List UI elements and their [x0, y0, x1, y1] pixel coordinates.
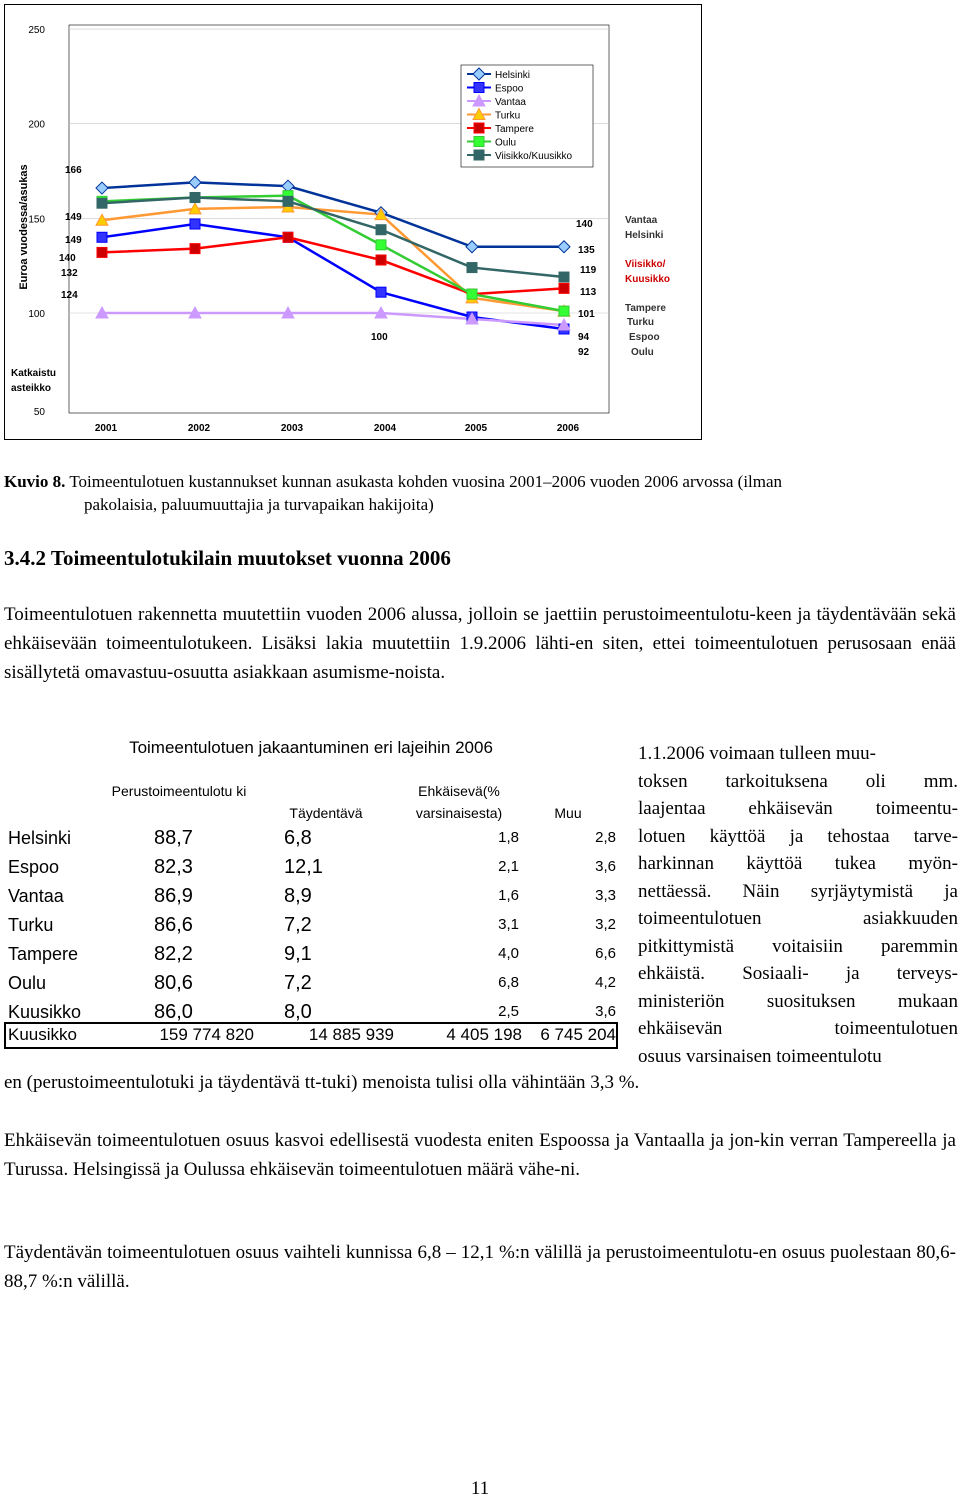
data-point — [97, 247, 107, 257]
table-cell: 14 885 939 — [308, 1025, 394, 1044]
data-point — [376, 287, 386, 297]
data-point — [189, 176, 201, 188]
paragraph-1 — [4, 600, 956, 687]
table-row — [4, 882, 618, 910]
data-point — [466, 241, 478, 253]
header-taydentava: Täydentävä — [289, 805, 363, 821]
legend-label: Espoo — [495, 83, 524, 95]
value-label-2001: 149 — [65, 212, 82, 223]
data-point — [558, 241, 570, 253]
value-label-2006: 94 — [578, 332, 590, 343]
table-cell: Helsinki — [8, 828, 72, 848]
side-text-line: osuus varsinaisen toimeentulotu — [638, 1045, 882, 1067]
data-point — [467, 263, 477, 273]
chart-frame — [4, 4, 702, 440]
table-cell: 80,6 — [154, 972, 193, 994]
broken-axis-label-line1: Katkaistu — [11, 368, 57, 379]
y-axis-label: Euroa vuodessa/asukas — [18, 164, 30, 290]
table-title: Toimeentulotuen jakaantuminen eri lajeihin 2006 — [129, 738, 493, 757]
table-cell: 6,8 — [284, 827, 312, 849]
table-cell: Vantaa — [8, 886, 64, 906]
broken-axis-label-line2: asteikko — [11, 383, 52, 394]
table-cell: 86,6 — [154, 914, 193, 936]
table-cell: 3,2 — [595, 916, 616, 933]
data-point — [376, 225, 386, 235]
value-label-2001: 149 — [65, 235, 82, 246]
x-tick-label: 2004 — [373, 423, 397, 434]
data-point — [376, 240, 386, 250]
x-tick-label: 2003 — [280, 423, 304, 434]
distribution-table — [4, 734, 618, 1048]
table-cell: Kuusikko — [8, 1025, 77, 1044]
y-tick-label: 200 — [28, 119, 45, 131]
table-cell: Oulu — [8, 973, 47, 993]
value-label-2001: 124 — [61, 290, 78, 301]
table-cell: 9,1 — [284, 943, 312, 965]
side-text-line: ehkäisevän toimeentulotuen — [638, 1018, 958, 1039]
table-cell: 3,3 — [595, 887, 616, 904]
paragraph-3 — [4, 1238, 956, 1296]
data-point — [559, 306, 569, 316]
table-total-row — [4, 1021, 618, 1049]
data-point — [474, 123, 484, 133]
x-tick-label: 2005 — [464, 423, 488, 434]
value-label-2006: 135 — [578, 245, 595, 256]
value-label-2006: 119 — [580, 265, 597, 276]
table-cell: 159 774 820 — [159, 1025, 254, 1044]
header-perustoimeentulotuki: Perustoimeentulotu ki — [111, 783, 247, 799]
city-label: Tampere — [625, 303, 666, 314]
table-cell: 3,1 — [498, 916, 519, 933]
table-row — [4, 969, 618, 997]
x-tick-label: 2001 — [94, 423, 118, 434]
legend-label: Oulu — [495, 137, 517, 149]
paragraph-2 — [4, 1126, 956, 1184]
data-point — [467, 289, 477, 299]
value-label-2006: 140 — [576, 219, 593, 230]
data-point — [96, 182, 108, 194]
city-label: Oulu — [631, 347, 654, 358]
table-cell: 7,2 — [284, 972, 312, 994]
side-text-line: harkinnan käyttöä tukea myön- — [638, 853, 958, 874]
data-point — [190, 193, 200, 203]
table-cell: 1,8 — [498, 829, 519, 846]
value-label-2006: 101 — [578, 309, 595, 320]
city-label: Vantaa — [625, 215, 658, 226]
legend-label: Viisikko/Kuusikko — [495, 151, 573, 162]
header-ehkaiseva: Ehkäisevä(% varsinaisesta) — [415, 783, 503, 821]
y-tick-label: 50 — [33, 407, 45, 418]
city-label: Helsinki — [625, 230, 664, 241]
y-tick-label: 150 — [28, 214, 45, 226]
table-cell: Kuusikko — [8, 1002, 82, 1022]
data-point — [474, 137, 484, 147]
data-point — [474, 150, 484, 160]
legend-label: Tampere — [495, 124, 534, 135]
data-point — [190, 244, 200, 254]
table-cell: 86,0 — [154, 1001, 193, 1023]
data-point — [97, 198, 107, 208]
table-cell: 3,6 — [595, 858, 616, 875]
table-cell: 12,1 — [284, 856, 323, 878]
value-label-2006: 92 — [578, 347, 590, 358]
data-point — [283, 196, 293, 206]
line-chart — [5, 5, 703, 441]
x-tick-label: 2002 — [187, 423, 211, 434]
legend-label: Helsinki — [495, 70, 531, 81]
value-label-2001: 132 — [61, 268, 78, 279]
section-heading: 3.4.2 Toimeentulotukilain muutokset vuonna 2006 — [4, 546, 451, 570]
side-text-line: ministeriön suosituksen mukaan — [638, 990, 958, 1012]
data-point — [559, 283, 569, 293]
table-cell: 82,3 — [154, 856, 193, 878]
table-cell: 7,2 — [284, 914, 312, 936]
table-cell: 6,6 — [595, 945, 616, 962]
table-row — [4, 940, 618, 968]
table-cell: 4 405 198 — [446, 1025, 522, 1044]
table-cell: 3,6 — [595, 1003, 616, 1020]
paragraph-1-text: Toimeentulotuen rakennetta muutettiin vuoden 2006 alussa, jolloin se jaettiin perustoimeentulotu-keen ja täydentävään sekä ehkäisevään toimeentulotukeen. Lisäksi lakia muutettiin 1.9.2006 lähti-en siten, ettei toimeentulotuen perusosaan enää sisällytetä omavastuu-osuutta asiakkaan asumisme-noista. — [4, 604, 956, 683]
value-label-2004: 100 — [371, 332, 388, 343]
table-cell: Turku — [8, 915, 54, 935]
paragraph-3-text: Täydentävän toimeentulotuen osuus vaihteli kunnissa 6,8 – 12,1 %:n välillä ja perustoimeentulotu-en osuus puolestaan 80,6- 88,7 %:n välillä. — [4, 1242, 956, 1292]
legend-label: Turku — [495, 110, 521, 122]
data-point — [283, 232, 293, 242]
series-line — [102, 207, 564, 311]
caption-line1: Toimeentulotuen kustannukset kunnan asukasta kohden vuosina 2001–2006 vuoden 2006 arvossa (ilman — [65, 472, 783, 491]
city-label: Turku — [627, 317, 655, 328]
table-cell: 8,0 — [284, 1001, 312, 1023]
table-cell: 82,2 — [154, 943, 193, 965]
table-cell: 4,2 — [595, 974, 616, 991]
table-cell: 6 745 204 — [540, 1025, 616, 1044]
table-cell: 2,8 — [595, 829, 616, 846]
side-text-line: nettäessä. Näin syrjäytymistä ja — [638, 880, 958, 902]
side-text-line: laajentaa ehkäisevän toimeentu- — [638, 798, 958, 819]
side-paragraph-continuation: en (perustoimeentulotuki ja täydentävä tt-tuki) menoista tulisi olla vähintään 3,3 %. — [4, 1072, 640, 1093]
table-cell: 2,5 — [498, 1003, 519, 1020]
table-cell: 88,7 — [154, 827, 193, 849]
city-label: Kuusikko — [625, 274, 671, 285]
data-point — [559, 272, 569, 282]
y-tick-label: 100 — [28, 309, 45, 320]
side-text-line: toksen tarkoituksena oli mm. — [638, 770, 958, 792]
data-point — [97, 232, 107, 242]
table-cell: 86,9 — [154, 885, 193, 907]
table-cell: Espoo — [8, 857, 60, 877]
data-point — [376, 255, 386, 265]
legend-label: Vantaa — [495, 97, 526, 108]
table-cell: 4,0 — [498, 945, 519, 962]
table-cell: Tampere — [8, 944, 79, 964]
table-row — [4, 911, 618, 939]
side-paragraph — [638, 740, 958, 1070]
data-point — [474, 83, 484, 93]
page-number: 11 — [470, 1478, 490, 1499]
data-point — [190, 219, 200, 229]
side-text-line: pitkittymistä voitaisiin paremmin — [638, 935, 958, 957]
side-text-line: ehkäistä. Sosiaali- ja terveys- — [638, 963, 958, 984]
value-label-2006: 113 — [580, 287, 597, 298]
table-cell: 2,1 — [498, 858, 519, 875]
table-row — [4, 853, 618, 881]
table-cell: 6,8 — [498, 974, 519, 991]
side-text-line: lotuen käyttöä ja tehostaa tarve- — [638, 825, 958, 847]
paragraph-2-text: Ehkäisevän toimeentulotuen osuus kasvoi edellisestä vuodesta eniten Espoossa ja Vantaalla ja jon-kin verran Tampereella ja Turussa. Helsingissä ja Oulussa ehkäisevän toimeentulotuen määrä vähe-ni. — [4, 1130, 956, 1180]
table-row — [4, 824, 618, 852]
table-cell: 8,9 — [284, 885, 312, 907]
header-muu: Muu — [554, 805, 582, 821]
city-label: Viisikko/ — [625, 259, 666, 270]
y-tick-label: 250 — [28, 25, 45, 37]
value-label-2001: 166 — [65, 165, 82, 176]
side-text-line: 1.1.2006 voimaan tulleen muu- — [638, 743, 876, 764]
side-text-line: toimeentulotuen asiakkuuden — [638, 908, 958, 929]
figure-caption — [4, 470, 944, 516]
value-label-2001: 140 — [59, 253, 76, 264]
caption-line2: pakolaisia, paluumuuttajia ja turvapaikan hakijoita) — [84, 495, 434, 514]
caption-label: Kuvio 8. — [4, 472, 66, 491]
x-tick-label: 2006 — [556, 423, 580, 434]
table-cell: 1,6 — [498, 887, 519, 904]
city-label: Espoo — [629, 332, 660, 343]
